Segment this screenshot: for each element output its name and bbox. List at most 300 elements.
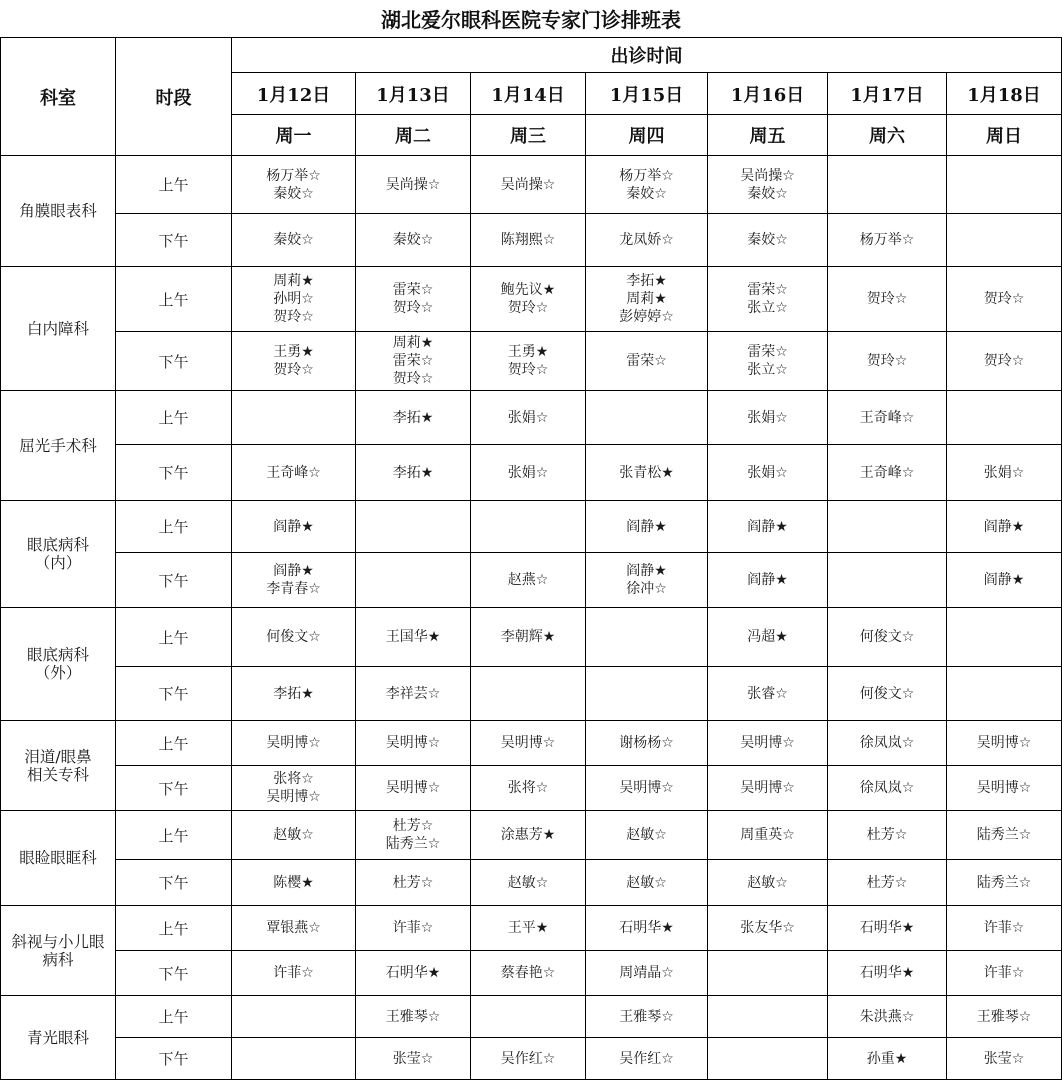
doctor-name: 徐凤岚☆: [859, 735, 915, 751]
date-header: 1月18日: [947, 73, 1062, 115]
schedule-cell: [586, 1038, 708, 1080]
doctor-name: 张娟☆: [747, 409, 788, 426]
schedule-cell: [828, 1038, 947, 1080]
schedule-cell: [471, 860, 586, 906]
page-title: 湖北爱尔眼科医院专家门诊排班表: [381, 8, 681, 32]
doctor-name: 李拓★: [273, 685, 314, 702]
weekday-header: 周四: [586, 115, 708, 156]
doctor-name: 贺玲☆: [983, 291, 1025, 307]
doctor-name: 张立☆: [747, 300, 788, 316]
session-label: 上午: [116, 721, 232, 766]
schedule-cell: [708, 860, 828, 906]
schedule-cell: [828, 267, 947, 332]
doctor-name: 阎静★: [273, 563, 314, 579]
schedule-cell: [356, 860, 471, 906]
doctor-name: 贺玲☆: [273, 309, 314, 325]
schedule-cell: [356, 996, 471, 1038]
schedule-cell: [356, 608, 471, 667]
schedule-cell: [708, 906, 828, 951]
date-header: 1月16日: [708, 73, 828, 115]
department-name-cell: [0, 501, 116, 608]
session-label: 上午: [116, 501, 232, 553]
doctor-name: 贺玲☆: [392, 300, 434, 316]
doctor-name: 赵敏☆: [507, 874, 549, 891]
weekday-header: 周三: [471, 115, 586, 156]
schedule-cell: [232, 391, 356, 445]
doctor-name: 秦姣☆: [392, 232, 434, 248]
schedule-cell: [828, 906, 947, 951]
doctor-name: 孙明☆: [273, 291, 314, 307]
doctor-name: 涂惠芳★: [500, 827, 556, 843]
schedule-cell: [586, 667, 708, 721]
doctor-name: 王勇★: [273, 344, 314, 360]
schedule-cell: [586, 608, 708, 667]
doctor-name: 徐凤岚☆: [859, 780, 915, 796]
doctor-name: 朱洪燕☆: [859, 1008, 915, 1025]
session-label: 下午: [116, 766, 232, 811]
schedule-cell: [586, 811, 708, 860]
schedule-cell: [232, 996, 356, 1038]
doctor-name: 吴明博☆: [619, 780, 674, 796]
doctor-name: 冯超★: [747, 629, 788, 645]
schedule-cell: [586, 906, 708, 951]
doctor-name: 雷荣☆: [747, 344, 788, 360]
schedule-cell: [828, 667, 947, 721]
doctor-name: 彭婷婷☆: [619, 309, 674, 325]
session-label: 上午: [116, 391, 232, 445]
doctor-name: 周重英☆: [740, 827, 795, 843]
session-label: 上午: [116, 267, 232, 332]
doctor-name: 张将☆: [273, 771, 314, 787]
doctor-name: 陆秀兰☆: [976, 874, 1032, 891]
schedule-cell: [708, 721, 828, 766]
doctor-name: 阎静★: [747, 572, 788, 588]
doctor-name: 何俊文☆: [859, 685, 915, 702]
schedule-cell: [232, 445, 356, 501]
schedule-cell: [947, 1038, 1062, 1080]
schedule-cell: [586, 766, 708, 811]
doctor-name: 吴作红☆: [500, 1050, 556, 1067]
schedule-cell: [947, 156, 1062, 214]
schedule-cell: [947, 214, 1062, 267]
session-label: 下午: [116, 445, 232, 501]
session-label: 下午: [116, 667, 232, 721]
date-header: 1月13日: [356, 73, 471, 115]
doctor-name: 吴明博☆: [266, 735, 321, 751]
department-name-line: 屈光手术科: [19, 436, 97, 455]
clinic-time-header: 出诊时间: [232, 37, 1062, 73]
schedule-cell: [471, 951, 586, 996]
department-name-line: 眼睑眼眶科: [19, 849, 97, 867]
department-name-line: 眼底病科: [26, 646, 89, 664]
session-header: 时段: [116, 37, 232, 156]
doctor-name: 杨万举☆: [859, 232, 915, 248]
schedule-cell: [828, 721, 947, 766]
schedule-cell: [708, 667, 828, 721]
schedule-cell: [586, 721, 708, 766]
schedule-cell: [947, 553, 1062, 608]
schedule-cell: [828, 766, 947, 811]
department-name-line: 相关专科: [26, 765, 89, 784]
schedule-cell: [232, 214, 356, 267]
schedule-cell: [471, 445, 586, 501]
schedule-cell: [356, 332, 471, 391]
department-name-line: 眼底病科: [26, 536, 89, 554]
doctor-name: 许菲☆: [392, 920, 434, 936]
doctor-name: 秦姣☆: [626, 185, 667, 202]
schedule-cell: [232, 267, 356, 332]
schedule-cell: [232, 553, 356, 608]
schedule-cell: [947, 501, 1062, 553]
weekday-header: 周二: [356, 115, 471, 156]
session-label: 上午: [116, 906, 232, 951]
doctor-name: 龙凤娇☆: [619, 232, 674, 248]
schedule-cell: [356, 445, 471, 501]
schedule-cell: [828, 445, 947, 501]
doctor-name: 石明华★: [385, 965, 441, 981]
schedule-cell: [708, 332, 828, 391]
schedule-cell: [586, 553, 708, 608]
doctor-name: 贺玲☆: [273, 362, 314, 378]
schedule-cell: [471, 267, 586, 332]
department-name-line: （外）: [34, 664, 82, 682]
schedule-cell: [232, 860, 356, 906]
schedule-cell: [356, 906, 471, 951]
doctor-name: 贺玲☆: [983, 353, 1025, 369]
doctor-name: 秦姣☆: [747, 232, 788, 248]
doctor-name: 王奇峰☆: [266, 464, 321, 481]
doctor-name: 秦姣☆: [747, 185, 788, 202]
schedule-cell: [586, 332, 708, 391]
schedule-cell: [356, 811, 471, 860]
doctor-name: 秦姣☆: [273, 232, 314, 248]
doctor-name: 杜芳☆: [866, 874, 908, 891]
doctor-name: 秦姣☆: [273, 185, 314, 202]
schedule-cell: [947, 906, 1062, 951]
schedule-cell: [471, 996, 586, 1038]
schedule-cell: [232, 766, 356, 811]
doctor-name: 吴明博☆: [740, 780, 795, 796]
schedule-cell: [586, 951, 708, 996]
doctor-name: 张娟☆: [747, 464, 788, 481]
doctor-name: 贺玲☆: [866, 353, 908, 369]
doctor-name: 李拓★: [392, 409, 434, 426]
session-label: 上午: [116, 996, 232, 1038]
doctor-name: 石明华★: [619, 920, 674, 936]
doctor-name: 吴明博☆: [266, 789, 321, 805]
schedule-cell: [471, 721, 586, 766]
department-name-cell: [0, 811, 116, 906]
schedule-cell: [232, 721, 356, 766]
schedule-cell: [947, 811, 1062, 860]
doctor-name: 许菲☆: [983, 920, 1025, 936]
doctor-name: 雷荣☆: [392, 282, 434, 298]
doctor-name: 陈翔熙☆: [500, 232, 556, 248]
weekday-header: 周日: [947, 115, 1062, 156]
schedule-table: [0, 37, 1062, 1080]
doctor-name: 王奇峰☆: [859, 464, 915, 481]
schedule-cell: [708, 951, 828, 996]
schedule-cell: [471, 608, 586, 667]
department-name-cell: [0, 906, 116, 996]
schedule-cell: [947, 860, 1062, 906]
doctor-name: 吴尚操☆: [385, 176, 441, 193]
doctor-name: 吴明博☆: [976, 780, 1032, 796]
schedule-cell: [828, 860, 947, 906]
session-label: 上午: [116, 608, 232, 667]
department-name-cell: [0, 156, 116, 267]
doctor-name: 吴尚操☆: [500, 176, 556, 193]
doctor-name: 何俊文☆: [859, 629, 915, 645]
doctor-name: 周莉★: [273, 273, 314, 289]
session-label: 下午: [116, 553, 232, 608]
date-header: 1月17日: [828, 73, 947, 115]
doctor-name: 贺玲☆: [392, 371, 434, 387]
doctor-name: 李拓★: [626, 273, 667, 289]
schedule-cell: [356, 214, 471, 267]
doctor-name: 王雅琴☆: [385, 1008, 441, 1025]
schedule-cell: [471, 766, 586, 811]
schedule-cell: [586, 501, 708, 553]
schedule-cell: [828, 811, 947, 860]
doctor-name: 王雅琴☆: [976, 1008, 1032, 1025]
session-label: 下午: [116, 951, 232, 996]
schedule-cell: [947, 332, 1062, 391]
doctor-name: 吴明博☆: [976, 735, 1032, 751]
weekday-header: 周五: [708, 115, 828, 156]
schedule-cell: [828, 391, 947, 445]
date-header: 1月12日: [232, 73, 356, 115]
department-name-line: （内）: [34, 554, 82, 572]
weekday-header: 周六: [828, 115, 947, 156]
doctor-name: 赵敏☆: [626, 827, 667, 843]
doctor-name: 张睿☆: [747, 685, 788, 702]
schedule-cell: [586, 391, 708, 445]
doctor-name: 孙重★: [866, 1050, 908, 1067]
doctor-name: 杜芳☆: [392, 818, 434, 834]
schedule-cell: [586, 445, 708, 501]
schedule-cell: [828, 608, 947, 667]
schedule-cell: [708, 996, 828, 1038]
date-header: 1月15日: [586, 73, 708, 115]
doctor-name: 阎静★: [626, 518, 667, 535]
doctor-name: 陆秀兰☆: [385, 836, 441, 852]
schedule-cell: [828, 214, 947, 267]
doctor-name: 阎静★: [273, 518, 314, 535]
schedule-cell: [471, 214, 586, 267]
schedule-cell: [708, 214, 828, 267]
schedule-cell: [947, 608, 1062, 667]
doctor-name: 鲍先议★: [500, 282, 556, 298]
doctor-name: 赵敏☆: [626, 874, 667, 891]
schedule-cell: [232, 906, 356, 951]
schedule-cell: [356, 721, 471, 766]
doctor-name: 杨万举☆: [619, 167, 674, 184]
doctor-name: 李祥芸☆: [385, 685, 441, 702]
schedule-cell: [356, 1038, 471, 1080]
doctor-name: 张青松★: [619, 464, 674, 481]
session-label: 上午: [116, 156, 232, 214]
session-label: 下午: [116, 1038, 232, 1080]
schedule-cell: [828, 996, 947, 1038]
doctor-name: 张娟☆: [507, 409, 549, 426]
doctor-name: 李朝辉★: [500, 629, 556, 645]
doctor-name: 周靖晶☆: [619, 965, 674, 981]
doctor-name: 王雅琴☆: [619, 1008, 674, 1025]
doctor-name: 杨万举☆: [266, 167, 321, 184]
schedule-cell: [356, 391, 471, 445]
doctor-name: 雷荣☆: [392, 353, 434, 369]
schedule-cell: [947, 445, 1062, 501]
doctor-name: 吴作红☆: [619, 1050, 674, 1067]
doctor-name: 陆秀兰☆: [976, 827, 1032, 843]
department-name-cell: [0, 267, 116, 391]
doctor-name: 阎静★: [626, 563, 667, 579]
schedule-cell: [586, 860, 708, 906]
doctor-name: 赵敏☆: [273, 827, 314, 843]
schedule-cell: [356, 267, 471, 332]
doctor-name: 王奇峰☆: [859, 409, 915, 426]
schedule-cell: [471, 811, 586, 860]
schedule-cell: [828, 951, 947, 996]
schedule-cell: [708, 156, 828, 214]
schedule-cell: [471, 553, 586, 608]
schedule-cell: [708, 391, 828, 445]
doctor-name: 陈樱★: [273, 874, 314, 891]
department-name-cell: [0, 608, 116, 721]
doctor-name: 蔡春艳☆: [500, 965, 556, 981]
doctor-name: 阎静★: [983, 518, 1025, 535]
schedule-cell: [828, 156, 947, 214]
schedule-cell: [708, 608, 828, 667]
doctor-name: 贺玲☆: [866, 291, 908, 307]
session-label: 下午: [116, 214, 232, 267]
schedule-cell: [356, 951, 471, 996]
doctor-name: 吴尚操☆: [740, 167, 795, 184]
doctor-name: 李拓★: [392, 464, 434, 481]
doctor-name: 张娟☆: [507, 464, 549, 481]
schedule-cell: [947, 391, 1062, 445]
doctor-name: 石明华★: [859, 920, 915, 936]
department-name-cell: [0, 996, 116, 1080]
doctor-name: 雷荣☆: [626, 353, 667, 369]
department-name-cell: [0, 391, 116, 501]
doctor-name: 石明华★: [859, 965, 915, 981]
doctor-name: 赵敏☆: [747, 874, 788, 891]
doctor-name: 许菲☆: [983, 965, 1025, 981]
schedule-cell: [232, 501, 356, 553]
schedule-cell: [828, 553, 947, 608]
doctor-name: 周莉★: [626, 291, 667, 307]
date-header: 1月14日: [471, 73, 586, 115]
department-name-cell: [0, 721, 116, 811]
schedule-cell: [471, 156, 586, 214]
doctor-name: 李青春☆: [266, 581, 321, 597]
schedule-cell: [947, 951, 1062, 996]
schedule-cell: [586, 267, 708, 332]
schedule-cell: [471, 906, 586, 951]
schedule-cell: [947, 667, 1062, 721]
department-header: 科室: [0, 37, 116, 156]
doctor-name: 阎静★: [983, 572, 1025, 588]
doctor-name: 杜芳☆: [866, 827, 908, 843]
doctor-name: 贺玲☆: [507, 300, 549, 316]
schedule-cell: [471, 1038, 586, 1080]
doctor-name: 贺玲☆: [507, 362, 549, 378]
doctor-name: 覃银燕☆: [266, 920, 321, 936]
schedule-cell: [708, 267, 828, 332]
doctor-name: 吴明博☆: [740, 735, 795, 751]
department-name-line: 泪道/眼鼻: [24, 747, 92, 766]
schedule-cell: [947, 766, 1062, 811]
department-name-line: 白内障科: [26, 319, 89, 338]
doctor-name: 吴明博☆: [385, 780, 441, 796]
schedule-cell: [947, 721, 1062, 766]
doctor-name: 何俊文☆: [266, 629, 321, 645]
doctor-name: 张立☆: [747, 362, 788, 378]
schedule-cell: [947, 267, 1062, 332]
doctor-name: 谢杨杨☆: [619, 735, 674, 751]
schedule-cell: [356, 667, 471, 721]
schedule-cell: [708, 501, 828, 553]
doctor-name: 吴明博☆: [385, 735, 441, 751]
doctor-name: 张莹☆: [983, 1050, 1025, 1067]
doctor-name: 赵燕☆: [507, 572, 549, 588]
schedule-cell: [356, 501, 471, 553]
schedule-cell: [471, 391, 586, 445]
department-name-line: 斜视与小儿眼: [11, 932, 105, 951]
schedule-cell: [471, 501, 586, 553]
schedule-cell: [708, 445, 828, 501]
doctor-name: 张将☆: [507, 780, 549, 796]
schedule-cell: [232, 608, 356, 667]
schedule-cell: [232, 667, 356, 721]
schedule-cell: [708, 811, 828, 860]
schedule-cell: [471, 332, 586, 391]
doctor-name: 周莉★: [392, 335, 434, 351]
doctor-name: 雷荣☆: [747, 282, 788, 298]
schedule-cell: [586, 156, 708, 214]
schedule-cell: [232, 156, 356, 214]
schedule-cell: [708, 1038, 828, 1080]
schedule-cell: [947, 996, 1062, 1038]
session-label: 上午: [116, 811, 232, 860]
schedule-cell: [232, 811, 356, 860]
session-label: 下午: [116, 860, 232, 906]
doctor-name: 王国华★: [385, 629, 441, 645]
schedule-cell: [708, 553, 828, 608]
weekday-header: 周一: [232, 115, 356, 156]
schedule-cell: [232, 951, 356, 996]
schedule-cell: [586, 214, 708, 267]
schedule-cell: [232, 332, 356, 391]
schedule-cell: [232, 1038, 356, 1080]
department-name-line: 角膜眼表科: [19, 202, 97, 220]
doctor-name: 许菲☆: [273, 965, 314, 981]
doctor-name: 张莹☆: [392, 1050, 434, 1067]
doctor-name: 王平★: [507, 920, 549, 936]
schedule-cell: [356, 156, 471, 214]
schedule-cell: [708, 766, 828, 811]
schedule-cell: [828, 332, 947, 391]
schedule-cell: [356, 766, 471, 811]
schedule-cell: [471, 667, 586, 721]
doctor-name: 杜芳☆: [392, 874, 434, 891]
session-label: 下午: [116, 332, 232, 391]
doctor-name: 徐冲☆: [626, 581, 667, 597]
schedule-cell: [586, 996, 708, 1038]
doctor-name: 王勇★: [507, 344, 549, 360]
